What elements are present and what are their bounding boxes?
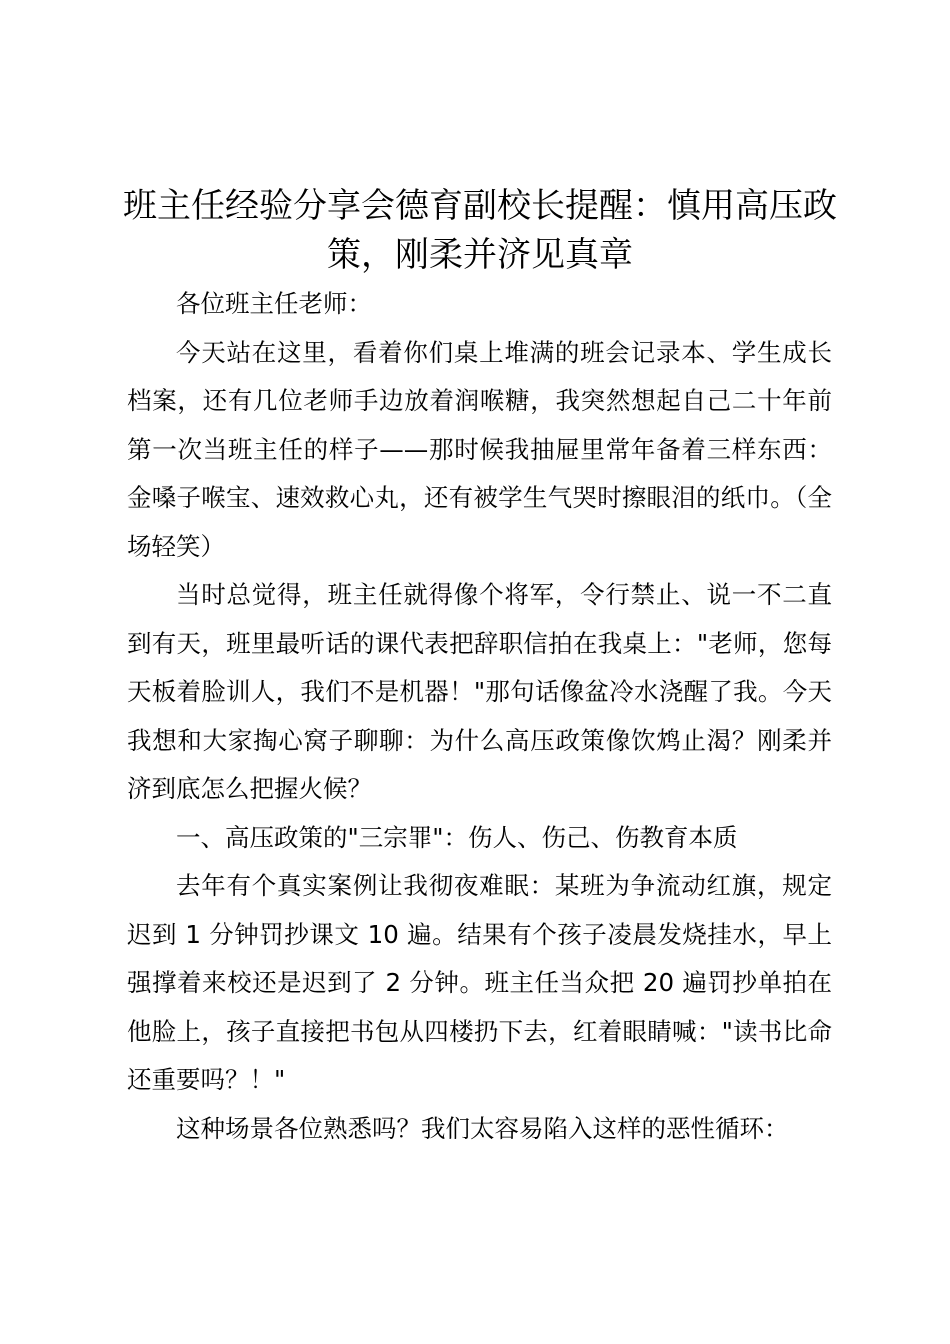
section-heading: 一、高压政策的"三宗罪"：伤人、伤己、伤教育本质 bbox=[176, 822, 738, 852]
paragraph-case: 去年有个真实案例让我彻夜难眠：某班为争流动红旗，规定迟到 1 分钟罚抄课文 10 遍。结果有个孩子凌晨发烧挂水，早上强撑着来校还是迟到了 2 分钟。班主任当众把 20 遍罚抄单拍在他脸上，孩子直接把书包从四楼扔下去，红着眼睛喊："读书比命还重要吗？！" bbox=[127, 871, 832, 1094]
paragraph-greeting: 各位班主任老师： bbox=[176, 289, 372, 318]
document-body bbox=[127, 280, 832, 1153]
paragraph-opening: 今天站在这里，看着你们桌上堆满的班会记录本、学生成长档案，还有几位老师手边放着润喉糖，我突然想起自己二十年前第一次当班主任的样子——那时候我抽屉里常年备着三样东西：金嗓子喉宝、速效救心丸，还有被学生气哭时擦眼泪的纸巾。（全场轻笑） bbox=[127, 337, 832, 561]
document-title: 班主任经验分享会德育副校长提醒：慎用高压政策，刚柔并济见真章 bbox=[123, 186, 837, 275]
paragraph-story: 当时总觉得，班主任就得像个将军，令行禁止、说一不二直到有天，班里最听话的课代表把辞职信拍在我桌上："老师，您每天板着脸训人，我们不是机器！"那句话像盆冷水浇醒了我。今天我想和大家掏心窝子聊聊：为什么高压政策像饮鸩止渴？刚柔并济到底怎么把握火候？ bbox=[127, 580, 832, 803]
paragraph-cycle: 这种场景各位熟悉吗？我们太容易陷入这样的恶性循环： bbox=[176, 1113, 789, 1143]
